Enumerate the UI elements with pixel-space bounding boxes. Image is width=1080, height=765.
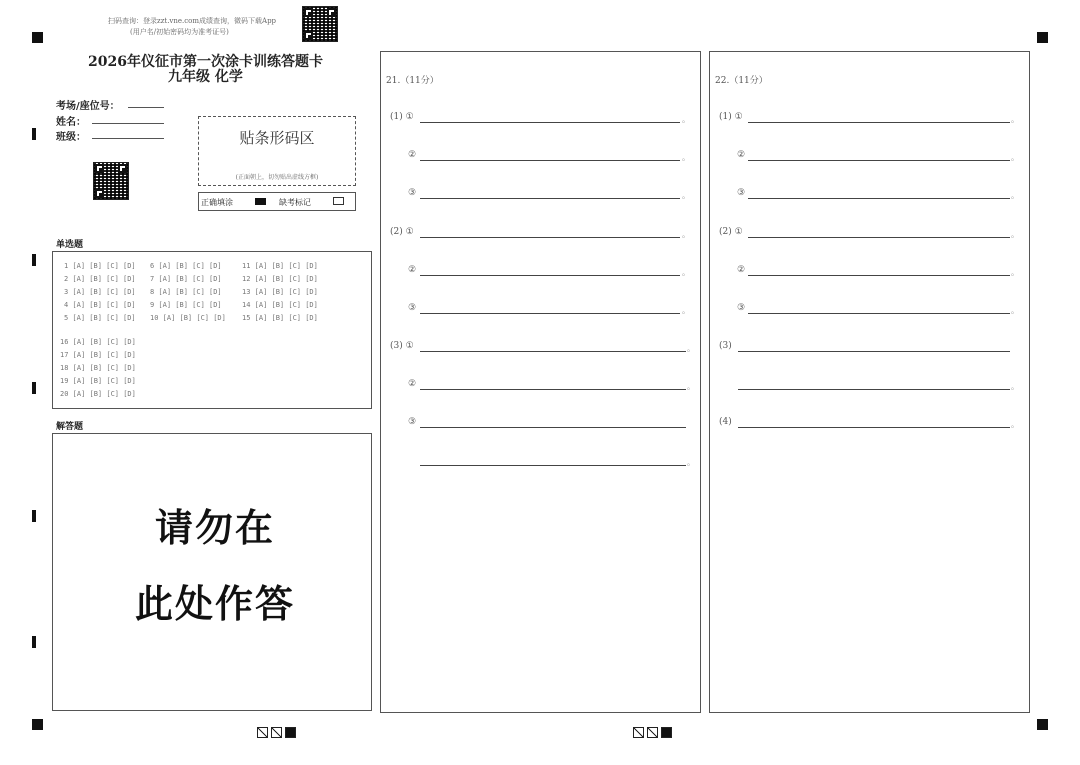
absent-mark-label: 缺考标记 [279,198,311,207]
end-dot: 。 [1011,420,1019,429]
end-dot: 。 [1011,306,1019,315]
mcq-row[interactable]: 8 [A] [B] [C] [D] [150,288,222,296]
mcq-row[interactable]: 4 [A] [B] [C] [D] [64,301,136,309]
timing-mark [32,636,36,648]
corner-mark-bottom-left [32,719,43,730]
q22-part2c-label: ③ [737,303,746,313]
correct-fill-sample-icon [255,198,266,205]
id-mark-icon [661,727,672,738]
q21-part1b-label: ② [408,150,417,160]
q21-answer-line[interactable] [420,465,686,466]
end-dot: 。 [682,153,690,162]
q22-part1c-label: ③ [737,188,746,198]
id-mark-icon [271,727,282,738]
end-dot: 。 [687,458,695,467]
sheet-subtitle: 九年级 化学 [168,69,243,85]
timing-mark [32,128,36,140]
q21-panel [380,51,701,713]
q22-part1-label: (1) ① [719,112,743,122]
mcq-row[interactable]: 2 [A] [B] [C] [D] [64,275,136,283]
end-dot: 。 [1011,153,1019,162]
q21-part3b-label: ② [408,379,417,389]
q21-part1-label: (1) ① [390,112,414,122]
mcq-row[interactable]: 6 [A] [B] [C] [D] [150,262,222,270]
notice-line-2: (用户名/初始密码均为准考证号) [130,28,229,36]
single-choice-heading: 单选题 [56,240,84,250]
corner-mark-top-left [32,32,43,43]
q21-answer-line[interactable] [420,351,686,352]
q21-part3-label: (3) ① [390,341,414,351]
q21-title: 21.（11分） [386,76,439,86]
q22-part3-label: (3) [719,341,732,351]
mcq-row[interactable]: 20 [A] [B] [C] [D] [60,390,136,398]
id-mark-icon [647,727,658,738]
timing-mark [32,510,36,522]
page-id-marks-right [633,722,675,741]
fill-legend [198,192,356,211]
end-dot: 。 [1011,382,1019,391]
q21-part1c-label: ③ [408,188,417,198]
q22-answer-line[interactable] [748,122,1010,123]
q21-part2b-label: ② [408,265,417,275]
class-field[interactable] [92,138,164,139]
q22-answer-line[interactable] [748,237,1010,238]
mcq-row[interactable]: 1 [A] [B] [C] [D] [64,262,136,270]
q22-answer-line[interactable] [738,351,1010,352]
do-not-answer-line-1: 请勿在 [155,505,276,550]
q21-answer-line[interactable] [420,198,680,199]
mcq-row[interactable]: 11 [A] [B] [C] [D] [242,262,318,270]
timing-mark [32,382,36,394]
q21-part3c-label: ③ [408,417,417,427]
mcq-row[interactable]: 10 [A] [B] [C] [D] [150,314,226,322]
barcode-hint: (正面朝上，切勿贴出虚线方框) [235,174,319,181]
mcq-row[interactable]: 7 [A] [B] [C] [D] [150,275,222,283]
end-dot: 。 [682,306,690,315]
correct-fill-label: 正确填涂 [201,198,233,207]
end-dot: 。 [687,382,695,391]
mcq-row[interactable]: 12 [A] [B] [C] [D] [242,275,318,283]
top-qr-code-icon [302,6,338,42]
q22-part1b-label: ② [737,150,746,160]
mcq-row[interactable]: 9 [A] [B] [C] [D] [150,301,222,309]
q22-answer-line[interactable] [738,427,1010,428]
q21-answer-line[interactable] [420,313,680,314]
q22-part2-label: (2) ① [719,227,743,237]
q21-answer-line[interactable] [420,389,686,390]
sheet-title: 2026年仪征市第一次涂卡训练答题卡 [88,54,323,70]
mcq-row[interactable]: 14 [A] [B] [C] [D] [242,301,318,309]
notice-line-1: 扫码查询：登录zzt.vne.com成绩查询，微码下载App [108,17,277,25]
do-not-answer-line-2: 此处作答 [135,581,296,626]
student-qr-code-icon [93,162,129,200]
page-id-marks-left [257,722,299,741]
q22-part2b-label: ② [737,265,746,275]
q22-answer-line[interactable] [748,198,1010,199]
end-dot: 。 [682,191,690,200]
end-dot: 。 [682,268,690,277]
end-dot: 。 [687,344,695,353]
q22-title: 22.（11分） [715,76,768,86]
q21-answer-line[interactable] [420,122,680,123]
q21-part2-label: (2) ① [390,227,414,237]
mcq-row[interactable]: 19 [A] [B] [C] [D] [60,377,136,385]
name-field[interactable] [92,123,164,124]
corner-mark-top-right [1037,32,1048,43]
mcq-row[interactable]: 18 [A] [B] [C] [D] [60,364,136,372]
q21-answer-line[interactable] [420,427,686,428]
q22-panel [709,51,1030,713]
q22-part4-label: (4) [719,417,732,427]
q22-answer-line[interactable] [738,389,1010,390]
answer-section-heading: 解答题 [56,422,84,432]
class-label: 班级： [56,132,86,143]
timing-mark [32,254,36,266]
name-label: 姓名： [56,117,86,128]
q22-answer-line[interactable] [748,313,1010,314]
no-answer-box [52,433,372,711]
barcode-label: 贴条形码区 [239,129,315,147]
end-dot: 。 [1011,115,1019,124]
end-dot: 。 [1011,230,1019,239]
q22-answer-line[interactable] [748,275,1010,276]
mcq-row[interactable]: 17 [A] [B] [C] [D] [60,351,136,359]
mcq-row[interactable]: 5 [A] [B] [C] [D] [64,314,136,322]
barcode-area [198,116,356,186]
q21-answer-line[interactable] [420,275,680,276]
mcq-row[interactable]: 13 [A] [B] [C] [D] [242,288,318,296]
end-dot: 。 [1011,191,1019,200]
corner-mark-bottom-right [1037,719,1048,730]
q21-answer-line[interactable] [420,160,680,161]
id-mark-icon [285,727,296,738]
q21-answer-line[interactable] [420,237,680,238]
id-mark-icon [633,727,644,738]
q21-part2c-label: ③ [408,303,417,313]
end-dot: 。 [682,115,690,124]
mcq-row[interactable]: 15 [A] [B] [C] [D] [242,314,318,322]
mcq-row[interactable]: 3 [A] [B] [C] [D] [64,288,136,296]
absent-mark-box[interactable] [333,197,344,205]
room-seat-field[interactable] [128,107,164,108]
room-seat-label: 考场/座位号： [56,101,120,112]
q22-answer-line[interactable] [748,160,1010,161]
end-dot: 。 [1011,268,1019,277]
end-dot: 。 [682,230,690,239]
mcq-row[interactable]: 16 [A] [B] [C] [D] [60,338,136,346]
id-mark-icon [257,727,268,738]
